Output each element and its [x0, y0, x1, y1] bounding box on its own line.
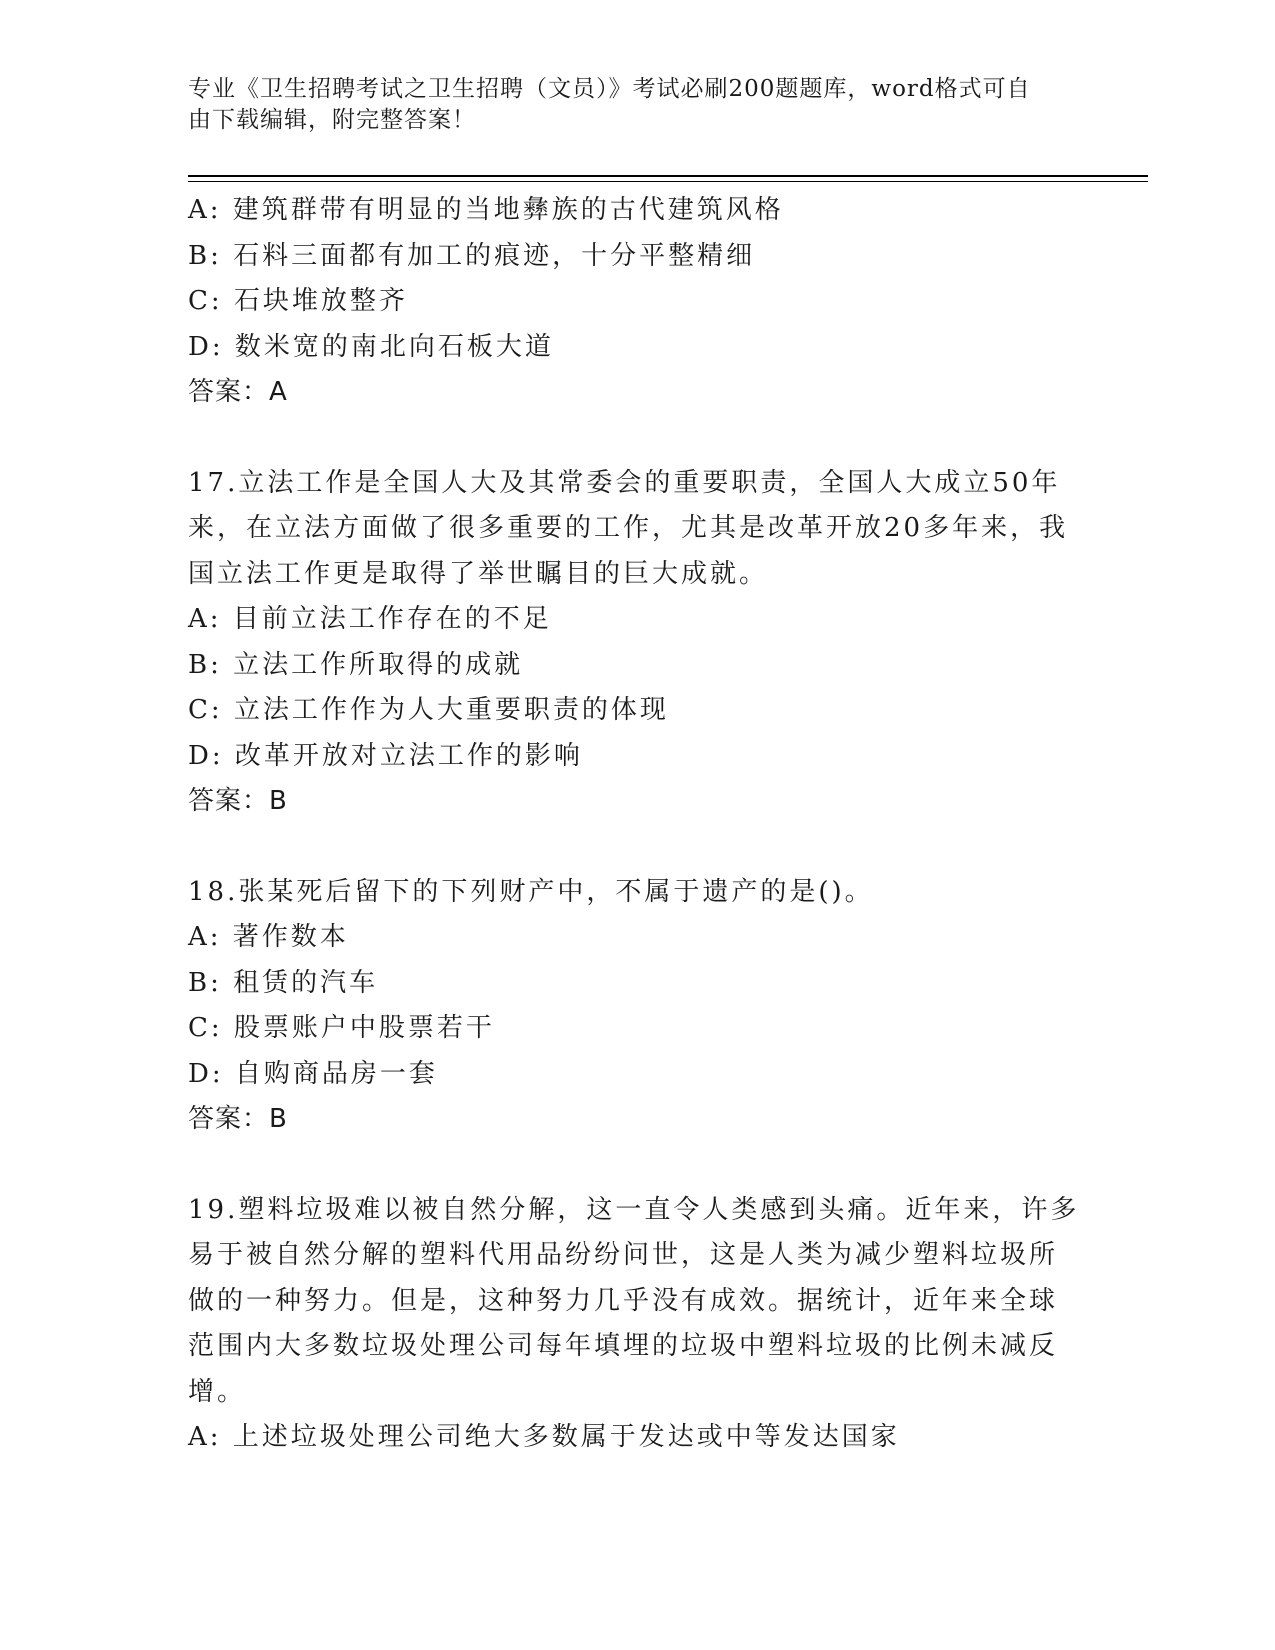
- question-stem-line: 易于被自然分解的塑料代用品纷纷问世，这是人类为减少塑料垃圾所: [188, 1240, 1059, 1270]
- option-c: C: 立法工作作为人大重要职责的体现: [188, 695, 669, 725]
- question-content: [188, 188, 1088, 1461]
- question-stem-line: 国立法工作更是取得了举世瞩目的巨大成就。: [188, 558, 769, 589]
- spacer: [188, 1143, 1088, 1188]
- question-stem-line: 增。: [188, 1376, 247, 1407]
- option-d: D: 改革开放对立法工作的影响: [188, 740, 583, 771]
- answer-line: 答案：B: [188, 1104, 288, 1134]
- question-17: [188, 461, 1088, 825]
- header-rule-thick: [188, 175, 1148, 177]
- document-header: [188, 74, 1068, 136]
- header-line-1: 专业《卫生招聘考试之卫生招聘（文员）》考试必刷200题题库，word格式可自: [188, 76, 1031, 102]
- option-d: D: 自购商品房一套: [188, 1058, 438, 1089]
- question-stem-line: 做的一种努力。但是，这种努力几乎没有成效。据统计，近年来全球: [188, 1285, 1059, 1316]
- header-line-2: 由下载编辑，附完整答案！: [188, 107, 476, 133]
- option-a: A: 目前立法工作存在的不足: [188, 604, 552, 634]
- option-b: B: 租赁的汽车: [188, 967, 379, 998]
- answer-line: 答案：B: [188, 786, 288, 816]
- option-c: C: 石块堆放整齐: [188, 286, 408, 316]
- question-19: [188, 1188, 1088, 1461]
- option-c: C: 股票账户中股票若干: [188, 1013, 495, 1043]
- option-d: D: 数米宽的南北向石板大道: [188, 331, 554, 362]
- question-stem-line: 17.立法工作是全国人大及其常委会的重要职责，全国人大成立50年: [188, 467, 1061, 498]
- question-16: [188, 188, 1088, 416]
- question-stem-line: 范围内大多数垃圾处理公司每年填埋的垃圾中塑料垃圾的比例未减反: [188, 1331, 1059, 1361]
- question-18: [188, 870, 1088, 1143]
- spacer: [188, 825, 1088, 870]
- question-stem-line: 19.塑料垃圾难以被自然分解，这一直令人类感到头痛。近年来，许多: [188, 1194, 1080, 1225]
- spacer: [188, 416, 1088, 461]
- header-rule-thin: [188, 181, 1148, 182]
- question-stem-line: 来，在立法方面做了很多重要的工作，尤其是改革开放20多年来，我: [188, 513, 1069, 543]
- option-b: B: 立法工作所取得的成就: [188, 649, 524, 680]
- answer-line: 答案：A: [188, 377, 288, 407]
- option-a: A: 建筑群带有明显的当地彝族的古代建筑风格: [188, 195, 784, 225]
- option-a: A: 著作数本: [188, 922, 349, 952]
- option-a: A: 上述垃圾处理公司绝大多数属于发达或中等发达国家: [188, 1422, 900, 1452]
- question-stem-line: 18.张某死后留下的下列财产中，不属于遗产的是()。: [188, 876, 874, 907]
- option-b: B: 石料三面都有加工的痕迹，十分平整精细: [188, 240, 756, 271]
